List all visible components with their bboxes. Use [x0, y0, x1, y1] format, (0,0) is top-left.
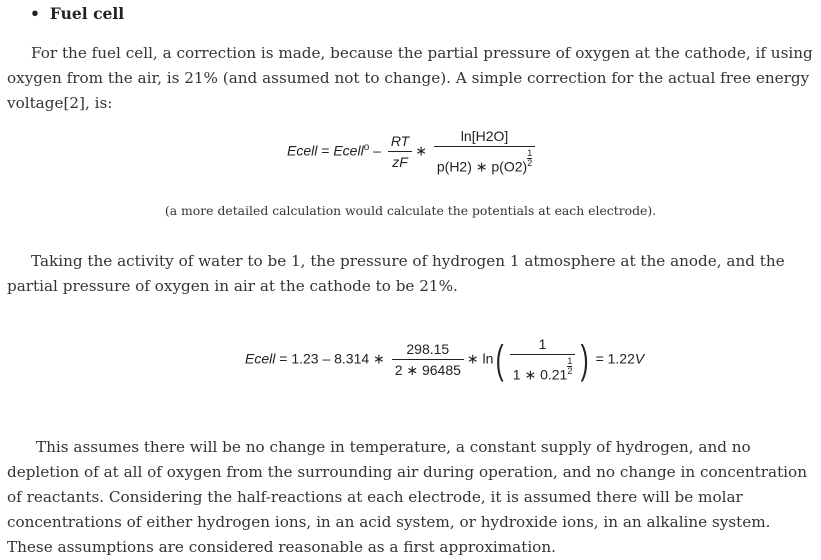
eq1-minus: –	[373, 142, 381, 159]
bullet-icon: •	[30, 4, 40, 23]
eq1-frac1-num: RT	[388, 133, 412, 152]
eq2-exp-den: 2	[567, 366, 573, 376]
paragraph-2-text: Taking the activity of water to be 1, the pressure of hydrogen 1 atmosphere at the anode, and the partial pressure of oxygen in air at the cathode to be 21%.	[7, 252, 785, 295]
eq1-frac2-den: p(H2) ∗ p(O2)	[436, 158, 528, 175]
eq1-frac-ln	[434, 128, 535, 176]
eq1-ecell0-sup: o	[363, 141, 370, 153]
eq1-frac2-den-wrap	[434, 147, 535, 176]
right-paren-icon: )	[581, 337, 590, 382]
left-paren-icon: (	[496, 337, 505, 382]
equation-1	[287, 128, 538, 176]
eq2-ln: ∗ ln	[466, 350, 494, 367]
eq2-inner-den: 1 ∗ 0.21	[512, 366, 568, 383]
eq1-equals: =	[321, 142, 330, 159]
eq2-exponent	[567, 357, 572, 376]
paragraph-3-text: This assumes there will be no change in temperature, a constant supply of hydrogen, and no depletion of at all of oxygen from the surrounding air during operation, and no change in concentration of reactants. Considering the half-reactions at each electrode, it is assumed there will be molar concentrations of either hydrogen ions, in an acid system, or hydroxide ions, in an alkaline system. These assumptions are considered reasonable as a first approximation.	[7, 438, 807, 556]
eq2-unit: V	[634, 350, 645, 367]
eq1-ecell0: Ecell	[333, 142, 364, 159]
eq2-middle: = 1.23 – 8.314 ∗	[275, 350, 385, 367]
paragraph-3	[7, 435, 817, 560]
eq1-exp-den: 2	[527, 158, 533, 168]
eq2-frac-den: 2 ∗ 96485	[394, 361, 461, 378]
eq2-frac	[392, 341, 464, 379]
section-heading	[30, 4, 124, 23]
eq2-lhs: Ecell	[245, 350, 276, 367]
paragraph-1-text: For the fuel cell, a correction is made, because the partial pressure of oxygen at the cathode, if using oxygen from the air, is 21% (and assumed not to change). A simple correction for the actual free energy voltage[2], is:	[7, 44, 813, 112]
eq1-lhs: Ecell	[287, 142, 318, 159]
equation-2	[245, 336, 644, 384]
eq2-inner-den-wrap	[510, 355, 576, 384]
heading-text: Fuel cell	[49, 4, 125, 23]
eq2-frac-num: 298.15	[392, 341, 464, 360]
eq1-exponent	[527, 149, 532, 168]
eq2-result: = 1.22	[595, 350, 635, 367]
eq1-frac2-num: ln[H2O]	[434, 128, 535, 147]
paragraph-1	[7, 41, 817, 116]
eq1-frac1-den: zF	[392, 154, 408, 171]
eq1-frac-rt-zf	[388, 133, 412, 170]
paragraph-2	[7, 249, 817, 299]
eq1-times: ∗	[415, 142, 427, 159]
eq2-exp-num: 1	[567, 356, 573, 366]
eq1-exp-num: 1	[527, 148, 533, 158]
equation-caption: (a more detailed calculation would calculate the potentials at each electrode).	[164, 203, 657, 218]
eq2-inner-frac	[510, 336, 576, 384]
eq2-inner-num: 1	[510, 336, 576, 355]
